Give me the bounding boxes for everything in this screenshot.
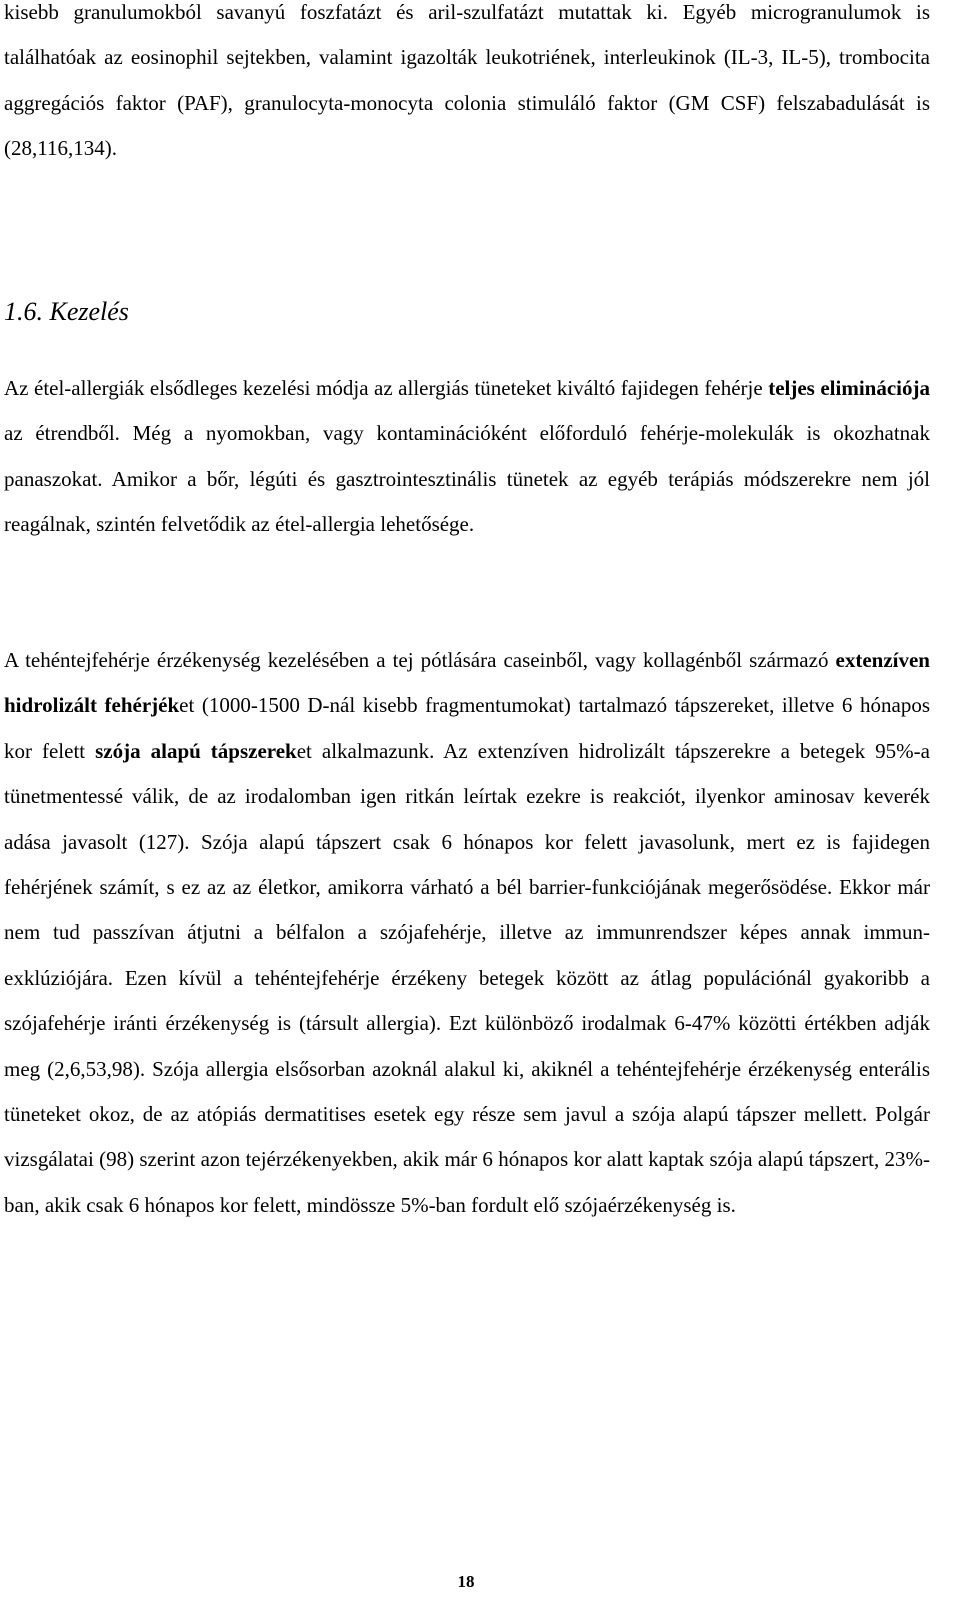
emphasis-soy-formula: szója alapú tápszerek: [95, 738, 297, 763]
paragraph-text-segment: et alkalmazunk. Az extenzíven hidrolizált tápszerekre a betegek 95%-a tünetmentessé válik, de az irodalomban igen ritkán leírtak ezekre is reakciót, ilyenkor aminosav keverék adása javasolt (127). Szója alapú tápszert csak 6 hónapos kor felett javasolunk, mert ez is fajidegen fehérjének számít, s ez az az életkor, amikorra várható a bél barrier-funkciójának megerősödése. Ekkor már nem tud passzívan átjutni a bélfalon a szójafehérje, illetve az immunrendszer képes annak immun-exklúziójára. Ezen kívül a tehéntejfehérje érzékeny betegek között az átlag populációnál gyakoribb a szójafehérje iránti érzékenység is (társult allergia). Ezt különböző irodalmak 6-47% közötti értékben adják meg (2,6,53,98). Szója allergia elsősorban azoknál alakul ki, akiknél a tehéntejfehérje érzékenység enterális tüneteket okoz, de az atópiás dermatitises esetek egy része sem javul a szója alapú tápszer mellett. Polgár vizsgálatai (98) szerint azon tejérzékenyekben, akik már 6 hónapos kor alatt kaptak szója alapú tápszert, 23%-ban, akik csak 6 hónapos kor felett, mindössze 5%-ban fordult elő szójaérzékenység is.: [4, 738, 930, 1217]
emphasis-hydrolyzed-proteins: extenzíven hidrolizált fehérjék: [4, 648, 930, 718]
section-heading-treatment: 1.6. Kezelés: [4, 297, 129, 326]
paragraph-text-segment: az étrendből. Még a nyomokban, vagy kontaminációként előforduló fehérje-molekulák is okozhatnak panaszokat. Amikor a bőr, légúti és gasztrointesztinális tünetek az egyéb terápiás módszerekre nem jól reagálnak, szintén felvetődik az étel-allergia lehetősége.: [4, 421, 930, 537]
paragraph-treatment-elimination: [4, 366, 930, 548]
paragraph-text-segment: et (1000-1500 D-nál kisebb fragmentumokat) tartalmazó tápszereket, illetve 6 hónapos kor felett: [4, 693, 930, 763]
emphasis-complete-elimination: teljes eliminációja: [768, 376, 930, 400]
paragraph-text-segment: Az étel-allergiák elsődleges kezelési módja az allergiás tüneteket kiváltó fajidegen fehérje: [4, 376, 769, 400]
paragraph-cow-milk-treatment: [4, 638, 930, 1228]
page-number: 18: [457, 1572, 475, 1591]
paragraph-text-segment: A tehéntejfehérje érzékenység kezelésében a tej pótlására caseinből, vagy kollagénből származó: [4, 648, 836, 672]
paragraph-intro-continued: kisebb granulumokból savanyú foszfatázt és aril-szulfatázt mutattak ki. Egyéb microgranulumok is találhatóak az eosinophil sejtekben, valamint igazolták leukotriének, interleukinok (IL-3, IL-5), trombocita aggregációs faktor (PAF), granulocyta-monocyta colonia stimuláló faktor (GM CSF) felszabadulását is (28,116,134).: [4, 0, 930, 161]
